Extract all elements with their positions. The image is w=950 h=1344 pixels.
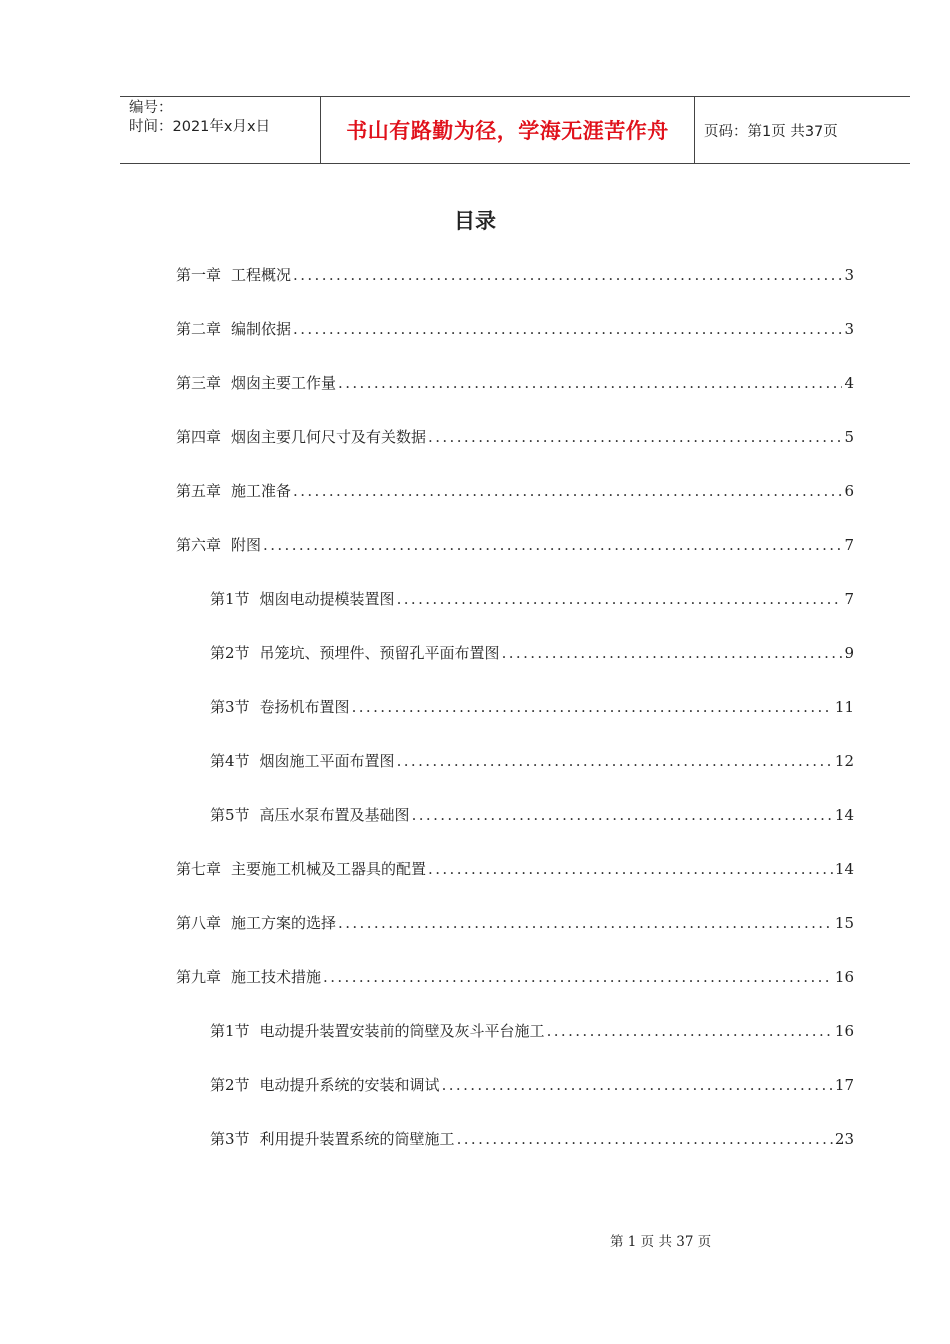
toc-entry-page: 16 <box>834 1022 854 1040</box>
toc-entry-label: 第六章 <box>176 536 222 554</box>
toc-entry-title: 主要施工机械及工器具的配置 <box>231 860 427 878</box>
toc-leader <box>293 479 842 503</box>
header-meta <box>120 97 321 163</box>
toc-entry-title: 利用提升装置系统的筒壁施工 <box>259 1130 455 1148</box>
toc-entry[interactable] <box>176 911 854 965</box>
toc-subentry[interactable] <box>176 641 854 695</box>
toc-entry-page: 17 <box>834 1076 854 1094</box>
toc-entry-title: 施工技术措施 <box>231 968 322 986</box>
toc-entry-page: 16 <box>834 968 854 986</box>
toc-subentry[interactable] <box>176 587 854 641</box>
toc-entry[interactable] <box>176 425 854 479</box>
toc-entry-title: 烟囱电动提模装置图 <box>259 590 395 608</box>
toc-entry-label: 第3节 <box>210 1130 250 1148</box>
toc-entry[interactable] <box>176 533 854 587</box>
toc-entry-label: 第五章 <box>176 482 222 500</box>
toc-leader <box>338 911 833 935</box>
toc-leader <box>338 371 842 395</box>
toc-entry-label: 第4节 <box>210 752 250 770</box>
toc-entry-label: 第2节 <box>210 1076 250 1094</box>
toc-entry-label: 第三章 <box>176 374 222 392</box>
toc-entry-title: 附图 <box>231 536 262 554</box>
toc-entry-page: 14 <box>834 806 854 824</box>
toc-title: 目录 <box>454 208 496 233</box>
header-motto: 书山有路勤为径，学海无涯苦作舟 <box>321 97 695 163</box>
toc-entry-title: 烟囱主要工作量 <box>231 374 337 392</box>
toc-subentry[interactable] <box>176 695 854 749</box>
toc-entry-title: 施工方案的选择 <box>231 914 337 932</box>
toc-subentry[interactable] <box>176 1127 854 1181</box>
toc-entry-label: 第二章 <box>176 320 222 338</box>
toc-entry-page: 4 <box>844 374 854 392</box>
toc-entry-title: 施工准备 <box>231 482 292 500</box>
toc-subentry[interactable] <box>176 749 854 803</box>
toc-entry-title: 高压水泵布置及基础图 <box>259 806 410 824</box>
toc-entry[interactable] <box>176 965 854 1019</box>
toc-entry-label: 第一章 <box>176 266 222 284</box>
document-number-label: 编号： <box>129 100 173 116</box>
toc-entry-page: 3 <box>844 320 854 338</box>
toc-entry[interactable] <box>176 479 854 533</box>
table-of-contents <box>176 263 854 1181</box>
toc-entry-page: 15 <box>834 914 854 932</box>
toc-entry-title: 卷扬机布置图 <box>259 698 350 716</box>
toc-entry-title: 电动提升系统的安装和调试 <box>259 1076 440 1094</box>
toc-leader <box>442 1073 833 1097</box>
toc-subentry[interactable] <box>176 1019 854 1073</box>
page-header <box>120 96 910 164</box>
toc-entry-page: 11 <box>834 698 854 716</box>
toc-leader <box>428 425 842 449</box>
toc-leader <box>397 749 833 773</box>
toc-entry-page: 9 <box>844 644 854 662</box>
toc-leader <box>457 1127 833 1151</box>
toc-entry-page: 12 <box>834 752 854 770</box>
toc-entry-page: 23 <box>834 1130 854 1148</box>
toc-leader <box>293 263 842 287</box>
page-footer: 第 1 页 共 37 页 <box>610 1234 712 1250</box>
header-page-info: 页码：第1页 共37页 <box>704 123 838 140</box>
toc-entry-title: 电动提升装置安装前的筒壁及灰斗平台施工 <box>259 1022 545 1040</box>
toc-leader <box>412 803 833 827</box>
toc-entry-page: 5 <box>844 428 854 446</box>
toc-entry-title: 吊笼坑、预埋件、预留孔平面布置图 <box>259 644 500 662</box>
toc-entry-title: 工程概况 <box>231 266 292 284</box>
toc-entry-label: 第5节 <box>210 806 250 824</box>
toc-entry-page: 6 <box>844 482 854 500</box>
toc-entry-page: 7 <box>844 536 854 554</box>
toc-leader <box>263 533 842 557</box>
toc-entry-page: 3 <box>844 266 854 284</box>
toc-entry-label: 第七章 <box>176 860 222 878</box>
toc-entry-title: 烟囱主要几何尺寸及有关数据 <box>231 428 427 446</box>
toc-entry-title: 编制依据 <box>231 320 292 338</box>
toc-entry[interactable] <box>176 317 854 371</box>
toc-entry-page: 7 <box>844 590 854 608</box>
toc-entry-label: 第八章 <box>176 914 222 932</box>
toc-entry-label: 第九章 <box>176 968 222 986</box>
toc-leader <box>428 857 833 881</box>
toc-leader <box>323 965 833 989</box>
toc-entry[interactable] <box>176 263 854 317</box>
toc-entry[interactable] <box>176 857 854 911</box>
toc-entry-title: 烟囱施工平面布置图 <box>259 752 395 770</box>
toc-entry-label: 第2节 <box>210 644 250 662</box>
toc-leader <box>547 1019 833 1043</box>
toc-entry-label: 第1节 <box>210 590 250 608</box>
toc-entry-label: 第3节 <box>210 698 250 716</box>
toc-leader <box>397 587 843 611</box>
toc-entry-label: 第四章 <box>176 428 222 446</box>
toc-subentry[interactable] <box>176 1073 854 1127</box>
toc-leader <box>502 641 843 665</box>
toc-subentry[interactable] <box>176 803 854 857</box>
toc-leader <box>293 317 842 341</box>
document-time: 时间：2021年x月x日 <box>129 119 271 135</box>
toc-entry[interactable] <box>176 371 854 425</box>
toc-entry-label: 第1节 <box>210 1022 250 1040</box>
toc-entry-page: 14 <box>834 860 854 878</box>
toc-leader <box>352 695 833 719</box>
